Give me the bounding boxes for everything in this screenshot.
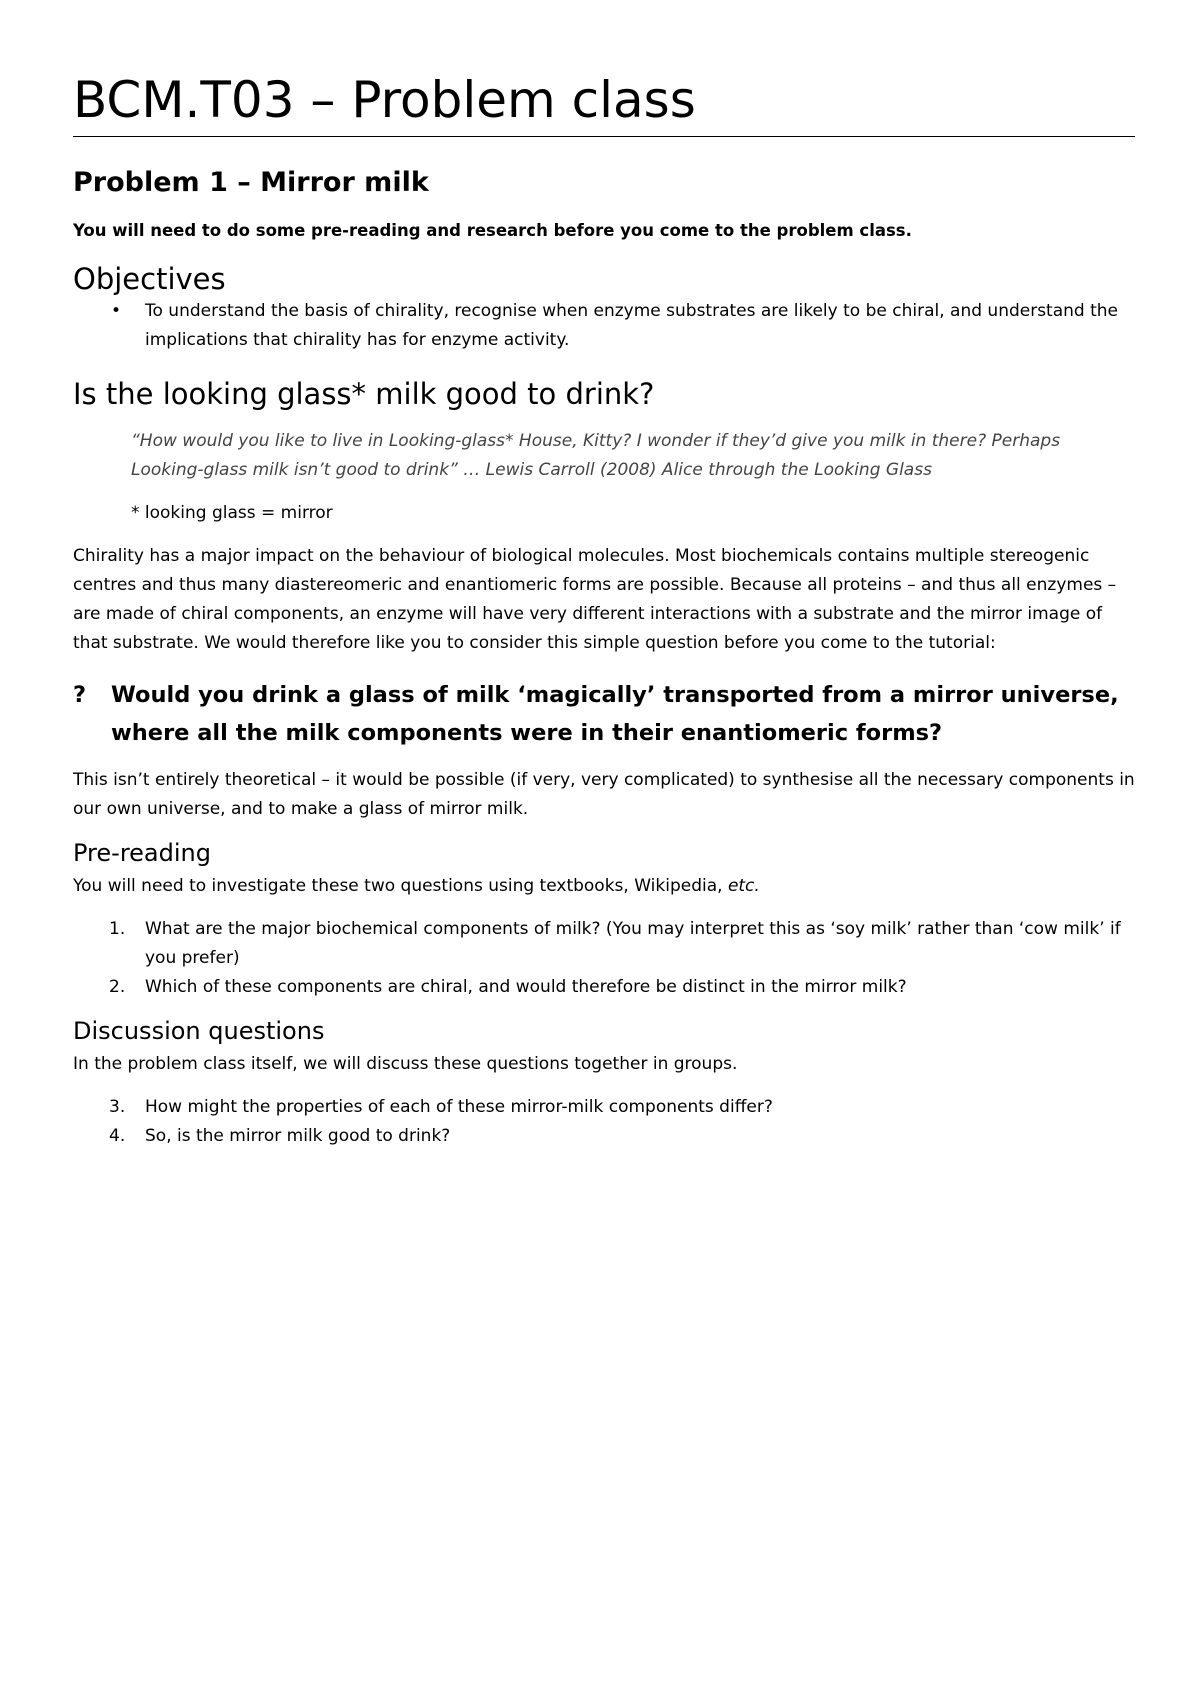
list-item xyxy=(73,915,1135,973)
list-number: 1. xyxy=(109,919,126,939)
list-number: 4. xyxy=(109,1126,126,1146)
pre-reading-heading: Pre-reading xyxy=(73,839,211,867)
list-item-text: How might the properties of each of these mirror-milk components differ? xyxy=(145,1097,773,1117)
discussion-heading: Discussion questions xyxy=(73,1017,325,1045)
objective-item xyxy=(73,297,1135,355)
discussion-list xyxy=(73,1093,1135,1151)
discussion-intro: In the problem class itself, we will discuss these questions together in groups. xyxy=(73,1054,738,1074)
list-item-text: What are the major biochemical components of milk? (You may interpret this as ‘soy milk’ rather than ‘cow milk’ if you prefer) xyxy=(145,919,1121,968)
document-page xyxy=(73,68,1135,1151)
looking-glass-footnote: * looking glass = mirror xyxy=(131,503,333,523)
list-number: 3. xyxy=(109,1097,126,1117)
list-item xyxy=(73,1122,1135,1151)
key-question xyxy=(73,676,1135,752)
intro-text: You will need to do some pre-reading and research before you come to the problem class. xyxy=(73,221,912,240)
objectives-heading: Objectives xyxy=(73,262,226,296)
looking-glass-heading: Is the looking glass* milk good to drink? xyxy=(73,377,655,411)
key-question-text: Would you drink a glass of milk ‘magically’ transported from a mirror universe, where all the milk components were in their enantiomeric forms? xyxy=(111,682,1119,746)
followup-paragraph: This isn’t entirely theoretical – it would be possible (if very, very complicated) to synthesise all the necessary components in our own universe, and to make a glass of mirror milk. xyxy=(73,770,1135,819)
objective-text: To understand the basis of chirality, recognise when enzyme substrates are likely to be chiral, and understand the implications that chirality has for enzyme activity. xyxy=(145,301,1119,350)
pre-reading-intro xyxy=(73,872,1135,901)
chirality-paragraph: Chirality has a major impact on the behaviour of biological molecules. Most biochemicals contains multiple stereogenic centres and thus many diastereomeric and enantiomeric forms are possible. Because all proteins – and thus all enzymes – are made of chiral components, an enzyme will have very different interactions with a substrate and the mirror image of that substrate. We would therefore like you to consider this simple question before you come to the tutorial: xyxy=(73,546,1117,653)
list-number: 2. xyxy=(109,977,126,997)
pre-reading-intro-etc: etc. xyxy=(727,876,760,896)
list-item-text: So, is the mirror milk good to drink? xyxy=(145,1126,451,1146)
list-item xyxy=(73,1093,1135,1122)
list-item-text: Which of these components are chiral, and would therefore be distinct in the mirror milk? xyxy=(145,977,907,997)
pre-reading-list xyxy=(73,915,1135,1002)
problem-heading: Problem 1 – Mirror milk xyxy=(73,167,429,198)
list-item xyxy=(73,973,1135,1002)
document-title: BCM.T03 – Problem class xyxy=(73,68,1135,137)
carroll-quote: “How would you like to live in Looking-glass* House, Kitty? I wonder if they’d give you milk in there? Perhaps Looking-glass milk isn’t good to drink” … Lewis Carroll (2008) Alice through the Looking Glass xyxy=(131,431,1061,480)
question-mark: ? xyxy=(73,682,87,708)
pre-reading-intro-text: You will need to investigate these two questions using textbooks, Wikipedia, xyxy=(73,876,728,896)
bullet-icon: • xyxy=(111,301,122,321)
objectives-list xyxy=(73,297,1135,355)
